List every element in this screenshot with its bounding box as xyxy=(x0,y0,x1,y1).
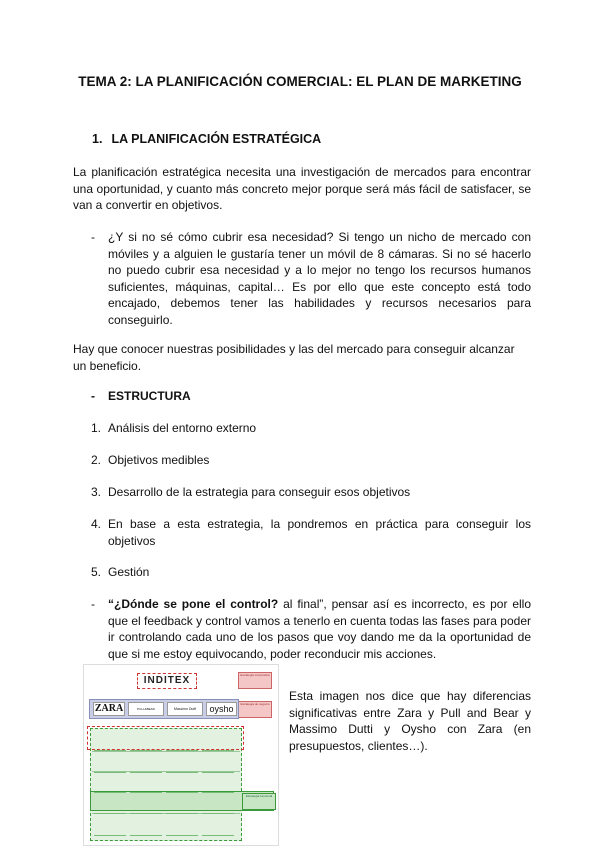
list-number: 1. xyxy=(91,421,102,435)
list-text: Gestión xyxy=(108,565,150,579)
list-item xyxy=(91,420,531,437)
inditex-logo: INDITEX xyxy=(137,673,197,689)
brand-row xyxy=(89,699,239,719)
brand-pullbear: PULL&BEAR xyxy=(128,702,164,716)
grid-cell xyxy=(166,754,198,773)
list-text: En base a esta estrategia, la pondremos en práctica para conseguir los objetivos xyxy=(108,517,531,548)
grid-separator xyxy=(92,751,240,752)
list-number: 2. xyxy=(91,453,102,467)
grid-cell xyxy=(130,732,162,751)
list-text: Desarrollo de la estrategia para conseguir esos objetivos xyxy=(108,485,411,499)
grid-cell xyxy=(130,774,162,793)
grid-cell xyxy=(130,795,162,814)
bullet-dash: - xyxy=(91,597,95,611)
bullet-text xyxy=(108,596,531,662)
grid-cell xyxy=(166,795,198,814)
list-text: Análisis del entorno externo xyxy=(108,421,257,435)
list-number: 4. xyxy=(91,517,102,531)
bullet-dash: - xyxy=(91,230,95,244)
paragraph-posibilidades: Hay que conocer nuestras posibilidades y las del mercado para conseguir alcanzar un beneficio. xyxy=(73,342,515,373)
grid-cell xyxy=(166,774,198,793)
paragraph-intro: La planificación estratégica necesita una investigación de mercados para encontrar una oportunidad, y cuanto más concreto mejor porque será más fácil de satisfacer, se van a convertir en objetivos. xyxy=(73,165,531,212)
list-text: Objetivos medibles xyxy=(108,453,210,467)
brand-oysho: oysho xyxy=(206,702,237,716)
bullet-rest: al final”, pensar así es incorrecto, es por ello que el feedback y control vamos a tenerlo en cuenta todas las fases para poder ir controlando cada uno de los pasos que voy dando me da la oportunidad de que si me estoy equivocando, poder reconducir mis acciones. xyxy=(108,597,532,661)
grid-cell xyxy=(202,817,234,836)
list-item xyxy=(91,516,531,549)
document-title: TEMA 2: LA PLANIFICACIÓN COMERCIAL: EL PLAN DE MARKETING xyxy=(78,74,522,89)
bullet-bold-question: “¿Dónde se pone el control? xyxy=(108,597,279,611)
grid-cell xyxy=(166,732,198,751)
grid-cell xyxy=(202,754,234,773)
grid-cell xyxy=(94,732,126,751)
bullet-control xyxy=(91,596,531,662)
list-item xyxy=(91,484,531,501)
brand-zara: ZARA xyxy=(94,703,124,714)
estructura-heading xyxy=(91,388,531,405)
section-number: 1. xyxy=(92,132,103,146)
grid-cell xyxy=(202,732,234,751)
section-heading xyxy=(92,132,321,146)
grid-cell xyxy=(94,795,126,814)
grid-cell xyxy=(166,817,198,836)
grid-cell xyxy=(94,774,126,793)
bullet-text: ¿Y si no sé cómo cubrir esa necesidad? Si tengo un nicho de mercado con móviles y a alguien le gustaría tener un móvil de 8 cámaras. Si no sé hacerlo no puedo cubrir esa necesidad y a lo mejor no tengo los recursos humanos suficientes, máquinas, capital… Es por ello que este concepto está todo encajado, debemos tener las habilidades y recursos necesarios para conseguirlo. xyxy=(108,230,531,327)
list-item xyxy=(91,452,531,469)
list-number: 3. xyxy=(91,485,102,499)
list-item xyxy=(91,564,531,581)
figure-description: Esta imagen nos dice que hay diferencias significativas entre Zara y Pull and Bear y Massimo Dutti y Oysho con Zara (en presupuestos, clientes…). xyxy=(289,689,531,753)
bullet-necesidad xyxy=(91,229,531,328)
grid-cell xyxy=(202,774,234,793)
section-title: LA PLANIFICACIÓN ESTRATÉGICA xyxy=(111,132,322,146)
estructura-label: ESTRUCTURA xyxy=(108,389,191,403)
grid-cell xyxy=(94,817,126,836)
brand-massimo-dutti: Massimo Dutti xyxy=(167,702,203,716)
list-number: 5. xyxy=(91,565,102,579)
grid-cell xyxy=(130,817,162,836)
bullet-dash: - xyxy=(91,389,95,403)
grid-cell xyxy=(94,754,126,773)
grid-cell xyxy=(202,795,234,814)
label-functional-strategy: Estrategia funcional xyxy=(242,793,276,810)
inditex-strategy-figure xyxy=(83,664,279,846)
grid-cell xyxy=(130,754,162,773)
label-business-strategy: Estrategia de negocio xyxy=(238,701,272,718)
label-corporate-strategy: Estrategia corporativa xyxy=(238,672,272,689)
